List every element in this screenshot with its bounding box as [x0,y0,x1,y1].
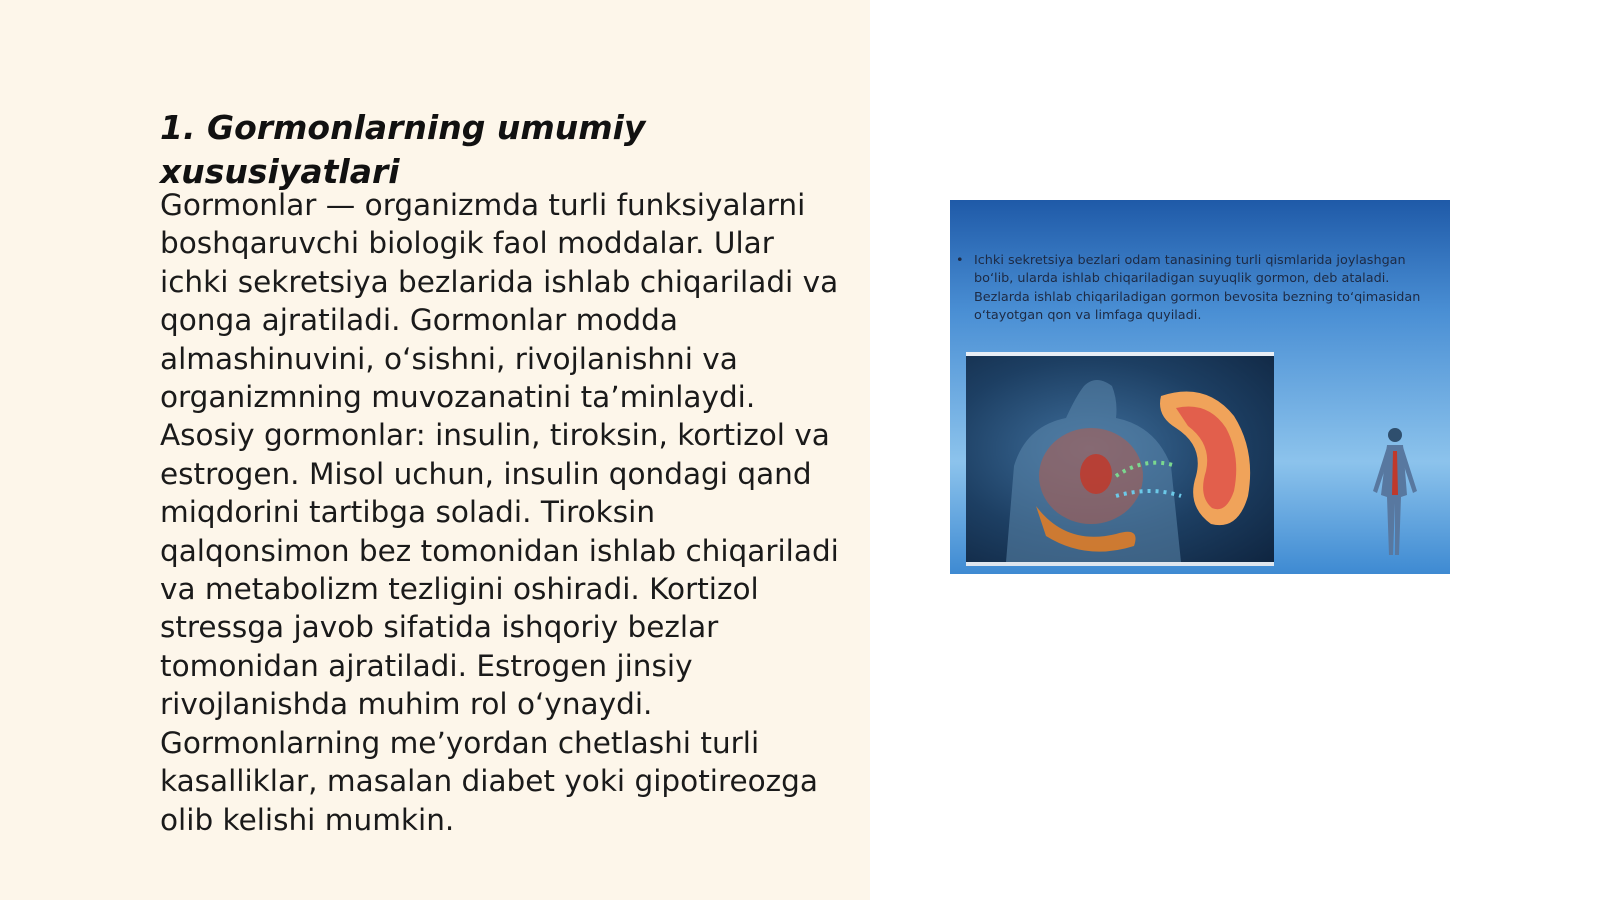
anatomy-inset-image [966,352,1274,566]
caption-bullet: • [956,253,964,268]
slide-title: 1. Gormonlarning umumiy xususiyatlari [160,108,646,191]
human-figure-image [1365,425,1425,565]
slide-body-text: Gormonlar — organizmda turli funksiyalarni boshqaruvchi biologik faol moddalar. Ular ichki sekretsiya bezlarida ishlab chiqariladi va qonga ajratiladi. Gormonlar modda almashinuvini, o‘sishni, rivojlanishni va organizmning muvozanatini ta’minlaydi. Asosiy gormonlar: insulin, tiroksin, kortizol va estrogen. Misol uchun, insulin qondagi qand miqdorini tartibga soladi. Tiroksin qalqonsimon bez tomonidan ishlab chiqariladi va metabolizm tezligini oshiradi. Kortizol stressga javob sifatida ishqoriy bezlar tomonidan ajratiladi. Estrogen jinsiy rivojlanishda muhim rol o‘ynaydi. Gormonlarning me’yordan chetlashi turli kasalliklar, masalan diabet yoki gipotireozga olib kelishi mumkin. [160,188,839,837]
caption-text: Ichki sekretsiya bezlari odam tanasining turli qismlarida joylashgan bo‘lib, ularda ishlab chiqariladigan suyuqlik gormon, deb ataladi. Bezlarda ishlab chiqariladigan gormon bevosita bezning to‘qimasidan o‘tayotgan qon va limfaga quyiladi. [974,253,1421,324]
endocrine-illustration [950,200,1450,574]
heart [1080,454,1112,494]
figure-caption [956,252,1436,326]
